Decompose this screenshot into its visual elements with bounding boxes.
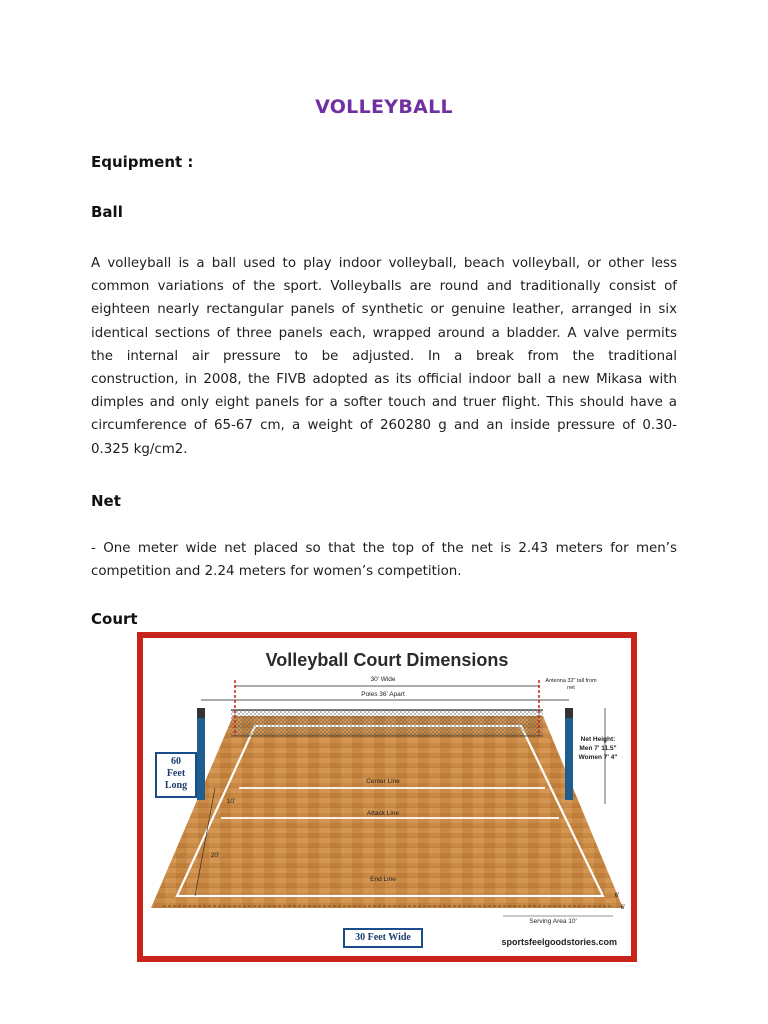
long-label-number: 60	[171, 756, 181, 767]
paragraph-line: common variations of the sport. Volleyballs are round and traditionally consist of	[91, 279, 677, 295]
paragraph-line: 0.325 kg/cm2.	[91, 441, 188, 457]
paragraph-line: competition and 2.24 meters for women’s competition.	[91, 564, 462, 580]
long-label-word: Long	[164, 780, 188, 791]
court-heading: Court	[91, 610, 138, 628]
thirty-feet-wide-label: 30 Feet Wide	[343, 928, 423, 948]
paragraph-line: construction, in 2008, the FIVB adopted as its official indoor ball a new Mikasa with	[91, 372, 677, 388]
six-foot-label-b: 6'	[620, 904, 626, 911]
attack-line-label: Attack Line	[366, 810, 400, 817]
center-line-label: Center Line	[366, 778, 400, 785]
net-height-men: Men 7' 11.5"	[579, 745, 617, 752]
net-height-label: Net Height:	[580, 736, 616, 743]
serving-area-label: Serving Area 10'	[529, 918, 577, 925]
document-title: VOLLEYBALL	[315, 96, 453, 118]
poles-label: Poles 36' Apart	[361, 691, 405, 698]
equipment-heading: Equipment :	[91, 153, 194, 171]
paragraph-line: dimples and only eight panels for a softer touch and truer flight. This should have a	[91, 395, 677, 411]
net-height-women: Women 7' 4"	[578, 754, 618, 761]
figure-title: Volleyball Court Dimensions	[265, 650, 509, 670]
paragraph-line: the internal air pressure to be adjusted. In a break from the traditional	[91, 348, 677, 364]
paragraph-line: A volleyball is a ball used to play indoor volleyball, beach volleyball, or other less	[91, 256, 677, 271]
ten-foot-label: 10'	[226, 798, 236, 805]
court-diagram	[143, 638, 631, 956]
end-line-label: End Line	[370, 876, 396, 883]
long-label-unit: Feet	[166, 768, 186, 779]
paragraph-line: - One meter wide net placed so that the top of the net is 2.43 meters for men’s	[91, 541, 677, 556]
antenna-label: Antenna 32" tall from net	[545, 678, 597, 691]
width-label: 30' Wide	[370, 676, 396, 683]
pole-left	[197, 708, 205, 800]
net-heading: Net	[91, 492, 121, 510]
ball-paragraph	[91, 252, 677, 461]
paragraph-line: circumference of 65-67 cm, a weight of 260280 g and an inside pressure of 0.30-	[91, 418, 677, 434]
paragraph-line: identical sections of three panels each, wrapped around a bladder. A valve permits	[91, 325, 677, 341]
sixty-feet-long-label	[155, 752, 197, 798]
source-website-label: sportsfeelgoodstories.com	[501, 937, 617, 947]
net-mesh	[231, 710, 543, 736]
six-foot-label-a: 6'	[614, 892, 620, 899]
ball-heading: Ball	[91, 203, 123, 221]
paragraph-line: eighteen nearly rectangular panels of synthetic or genuine leather, arranged in six	[91, 302, 677, 318]
court-dimensions-image	[137, 632, 637, 962]
net-paragraph	[91, 537, 677, 583]
twenty-foot-label: 20'	[210, 852, 220, 859]
